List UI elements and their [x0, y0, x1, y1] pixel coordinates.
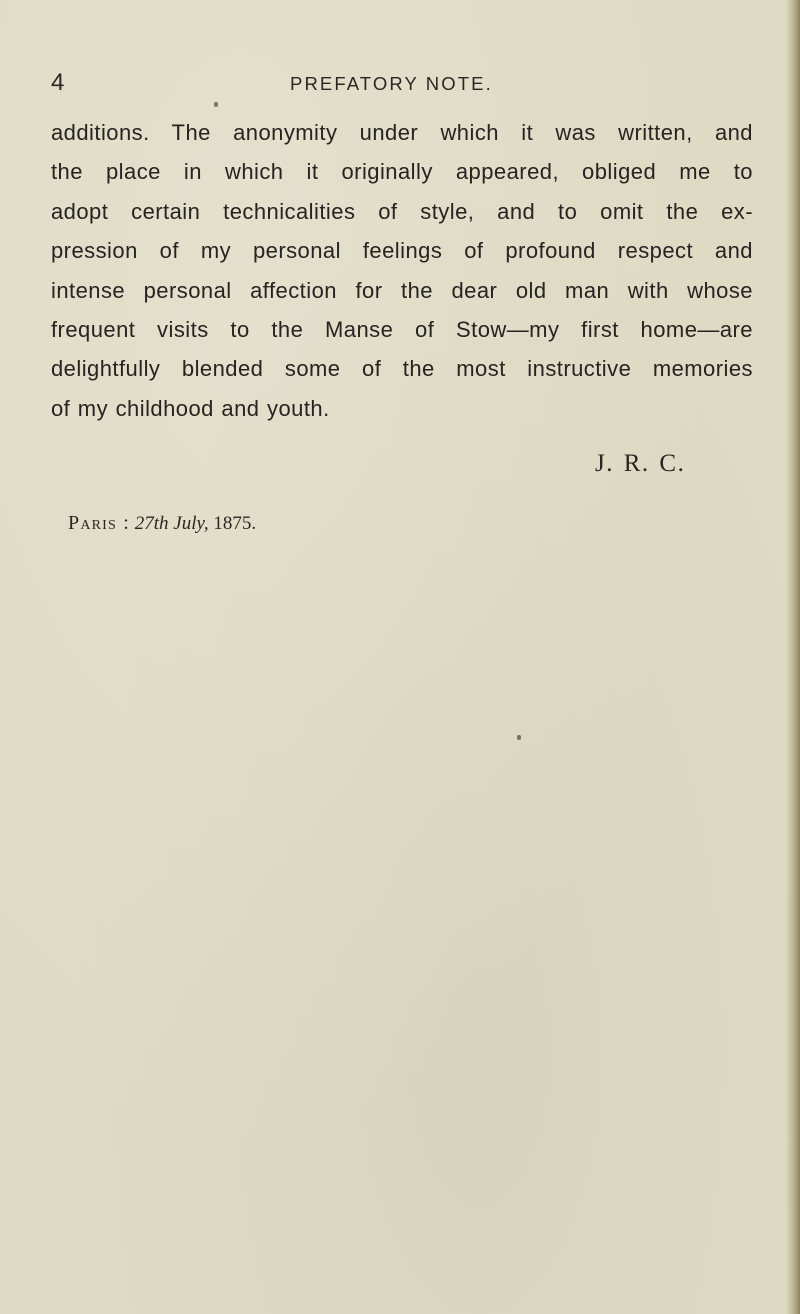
body-line: intense personal affection for the dear old man with whose — [51, 277, 753, 303]
ink-speck — [517, 735, 521, 740]
signature-initials: J. R. C. — [595, 450, 686, 477]
body-line: the place in which it originally appeared, obliged me to — [51, 159, 753, 185]
page-number: 4 — [51, 69, 65, 96]
running-title: PREFATORY NOTE. — [290, 73, 493, 94]
dateline-date: 27th July, — [134, 513, 209, 534]
body-line: pression of my personal feelings of profound respect and — [51, 238, 753, 264]
body-line: adopt certain technicalities of style, and to omit the ex- — [51, 198, 753, 224]
body-line: frequent visits to the Manse of Stow—my first home—are — [51, 317, 753, 343]
body-line: additions. The anonymity under which it was written, and — [51, 120, 753, 145]
dateline — [68, 510, 256, 537]
ink-speck — [214, 102, 218, 107]
body-paragraph — [51, 113, 753, 428]
page-edge-shadow — [786, 0, 800, 1314]
dateline-place: Paris : — [68, 512, 130, 534]
dateline-year: 1875. — [213, 513, 257, 534]
body-line: delightfully blended some of the most instructive memories — [51, 356, 753, 382]
body-line: of my childhood and youth. — [51, 395, 330, 421]
